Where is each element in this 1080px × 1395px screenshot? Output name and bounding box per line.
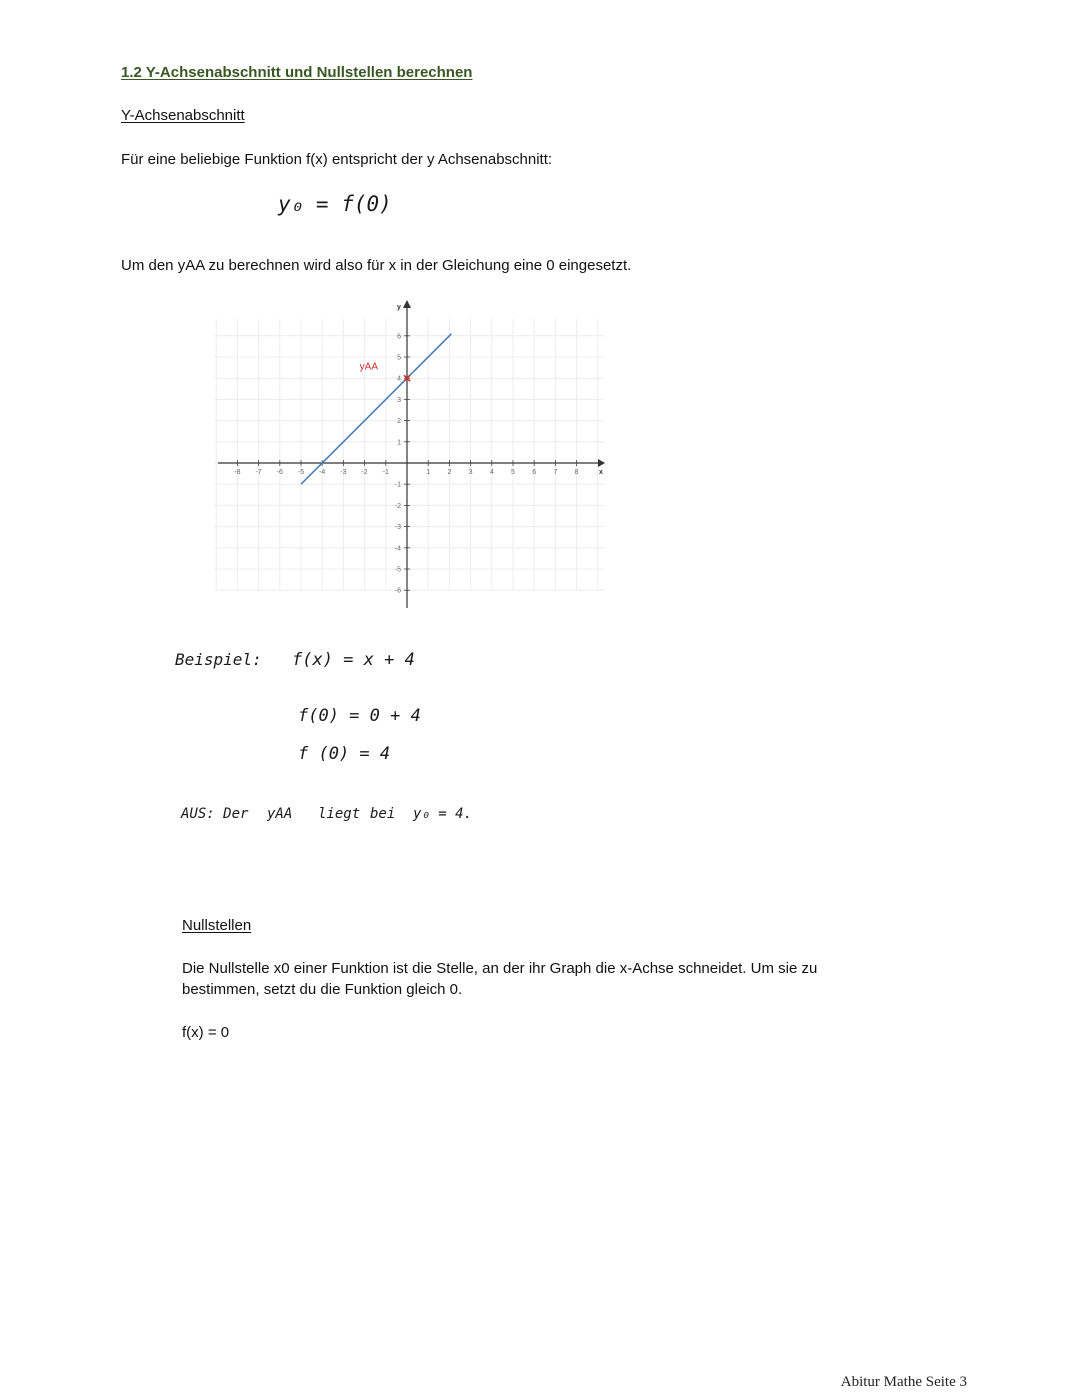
conclusion-part-3: liegt bbox=[318, 806, 361, 822]
y-tick-label: 3 bbox=[397, 396, 401, 404]
y-tick-label: 2 bbox=[397, 418, 401, 426]
section-title-zeros: Nullstellen bbox=[182, 917, 252, 934]
x-tick-label: 4 bbox=[489, 469, 494, 476]
tick-labels bbox=[234, 304, 603, 595]
y-tick-label: -2 bbox=[394, 502, 401, 510]
x-tick-label: 3 bbox=[468, 469, 473, 476]
y-tick-label: -3 bbox=[394, 524, 401, 532]
example-label: Beispiel: bbox=[175, 650, 262, 669]
y-tick-label: 5 bbox=[397, 354, 401, 362]
x-tick-label: 5 bbox=[511, 469, 515, 476]
y-tick-label: -1 bbox=[394, 481, 401, 489]
intro-text: Für eine beliebige Funktion f(x) entspricht der y Achsenabschnitt: bbox=[121, 151, 553, 168]
y-tick-label: 6 bbox=[397, 333, 401, 341]
x-axis-label: x bbox=[599, 469, 603, 476]
conclusion-part-1: AUS: Der bbox=[181, 806, 249, 822]
x-tick-label: -6 bbox=[276, 469, 283, 476]
x-tick-label: 1 bbox=[426, 469, 431, 476]
x-axis-arrow bbox=[598, 459, 605, 467]
x-tick-label: -2 bbox=[361, 469, 368, 476]
y-axis-arrow bbox=[403, 300, 411, 308]
section-title-y-intercept: Y-Achsenabschnitt bbox=[121, 107, 245, 124]
page-heading: 1.2 Y-Achsenabschnitt und Nullstellen berechnen bbox=[121, 64, 473, 81]
example-line-2: f(0) = 0 + 4 bbox=[298, 706, 421, 726]
example-line-1: f(x) = x + 4 bbox=[292, 650, 415, 670]
y-tick-label: -4 bbox=[394, 545, 401, 553]
x-tick-label: -7 bbox=[255, 469, 262, 476]
x-tick-label: -3 bbox=[340, 469, 347, 476]
coordinate-graph bbox=[210, 296, 610, 610]
y-tick-label: 1 bbox=[397, 439, 401, 447]
x-tick-label: 2 bbox=[447, 469, 452, 476]
function-line bbox=[301, 334, 452, 485]
axes bbox=[218, 300, 605, 608]
y-intercept-annotation: yAA bbox=[359, 361, 379, 373]
x-tick-label: 8 bbox=[574, 469, 579, 476]
x-tick-label: 7 bbox=[553, 469, 558, 476]
grid-lines bbox=[214, 319, 604, 590]
conclusion-part-2: yAA bbox=[267, 806, 293, 822]
formula-y-intercept: y₀ = f(0) bbox=[278, 192, 392, 216]
example-line-3: f (0) = 4 bbox=[298, 744, 391, 764]
x-tick-label: 6 bbox=[532, 469, 537, 476]
y-axis-label: y bbox=[397, 304, 401, 311]
conclusion-part-5: y₀ = 4. bbox=[413, 806, 473, 822]
x-tick-label: -5 bbox=[297, 469, 305, 476]
conclusion-part-4: bei bbox=[370, 806, 396, 822]
zeros-formula: f(x) = 0 bbox=[182, 1024, 230, 1041]
x-tick-label: -1 bbox=[382, 469, 389, 476]
method-text: Um den yAA zu berechnen wird also für x in der Gleichung eine 0 eingesetzt. bbox=[121, 257, 632, 274]
y-tick-label: -6 bbox=[394, 587, 401, 595]
zeros-text: Die Nullstelle x0 einer Funktion ist die Stelle, an der ihr Graph die x-Achse schneidet. Um sie zu bestimmen, setzt du die Funktion gleich 0. bbox=[182, 960, 818, 998]
x-tick-label: -8 bbox=[234, 469, 241, 476]
x-tick-label: -4 bbox=[319, 469, 326, 476]
page-footer: Abitur Mathe Seite 3 bbox=[840, 1374, 967, 1390]
y-tick-label: 4 bbox=[397, 375, 401, 383]
y-tick-label: -5 bbox=[394, 566, 401, 574]
